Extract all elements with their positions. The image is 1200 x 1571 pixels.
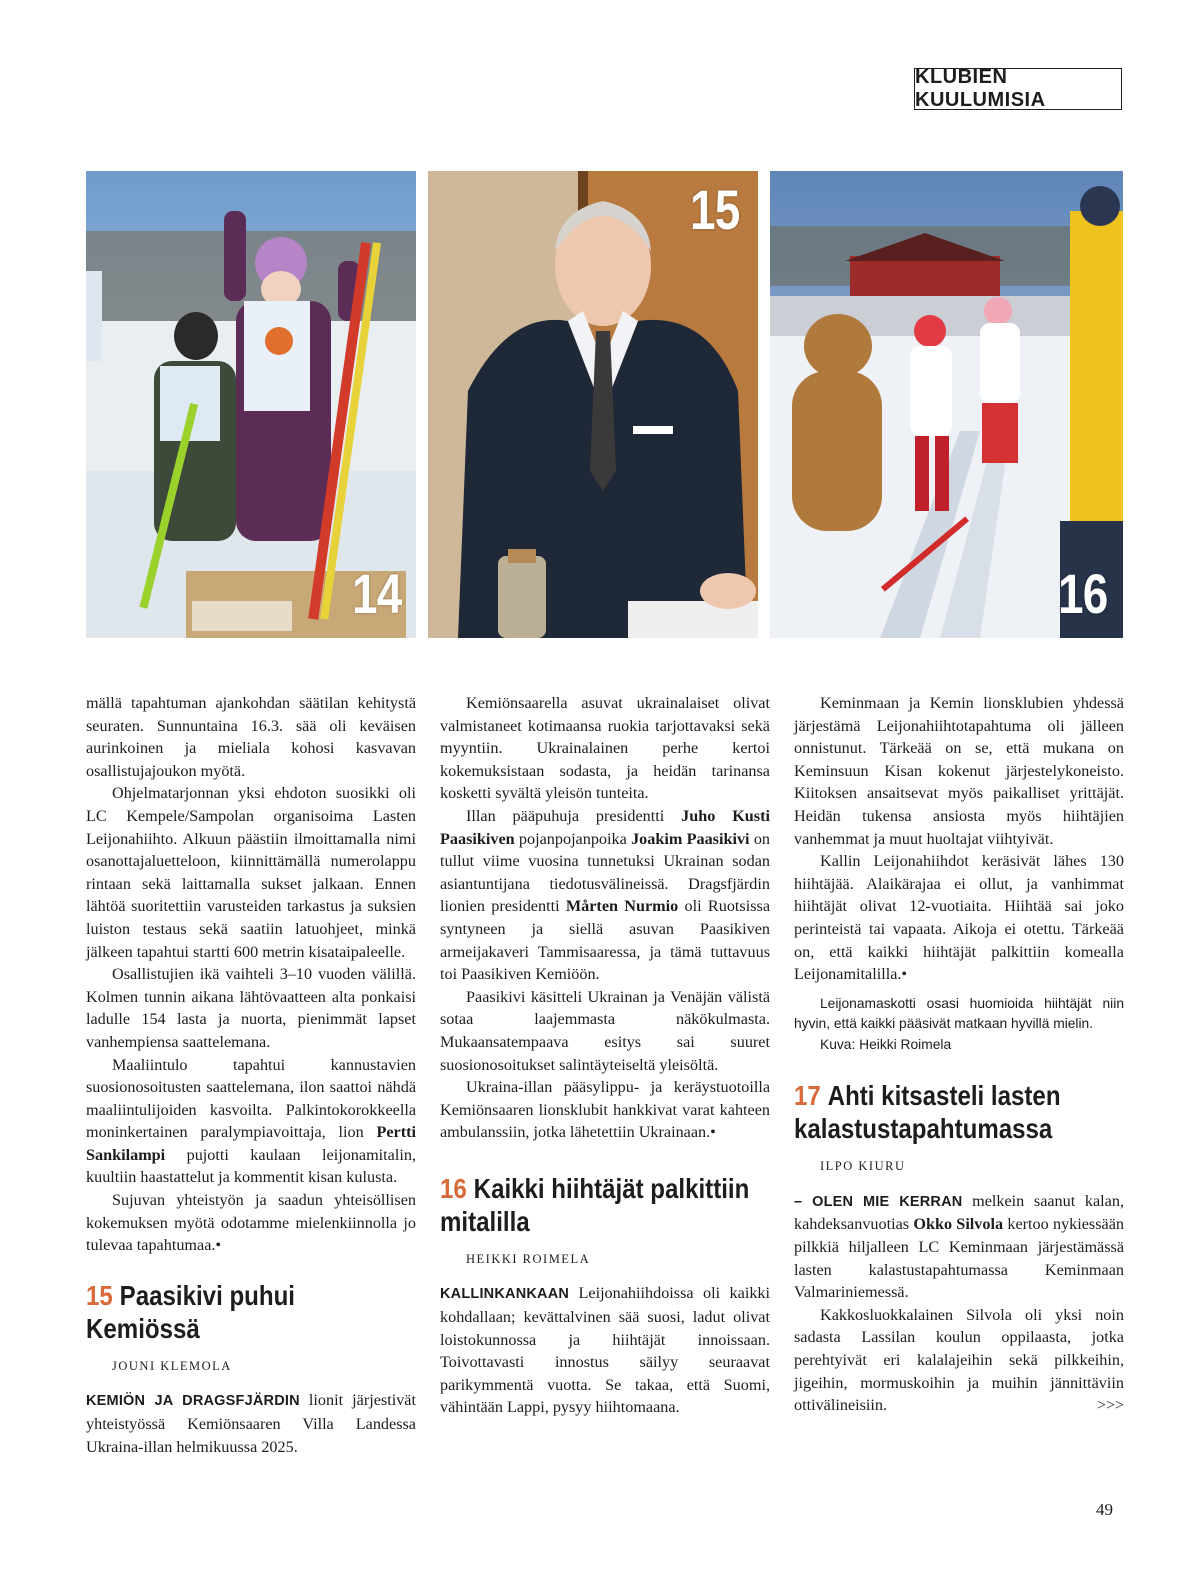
photo-caption: Leijonamaskotti osasi huomioida hiihtäjät niin hyvin, että kaikki pääsivät matkaan hyvillä mielin.	[794, 995, 1124, 1032]
paragraph: Illan pääpuhuja presidentti Juho Kusti Paasikiven pojanpojanpoika Joakim Paasikivi on tullut viime vuosina tunnetuksi Ukrainan sodan asiantuntijana tiedotusvälineissä. Dragsfjärdin lionien presidentti Mårten Nurmio oli Ruotsissa syntyneen ja siellä asuvan Paasikiven armeijakaveri Tammisaaressa, ja tämä tuttavuus toi Paasikiven Kemiöön.	[440, 806, 771, 984]
paragraph: Kakkosluokkalainen Silvola oli yksi noin sadasta Lassilan koulun oppilaasta, jotka perehtyivät eri kalalajeihin sekä pilkkeihin, jigeihin, mormuskoihin ja muihin jännittäviin ottivälineisiin.	[794, 1305, 1124, 1415]
photo-15	[428, 171, 758, 638]
paragraph: Kemiönsaarella asuvat ukrainalaiset olivat valmistaneet kotimaansa ruokia tarjottavaksi sekä myyntiin. Ukrainalainen perhe kertoi kokemuksistaan sodasta, ja heidän tarinansa kosketti syvältä yleisön tunteita.	[440, 694, 770, 803]
article-16-byline: HEIKKI ROIMELA	[466, 1251, 591, 1266]
article-17-lead-paragraph: – OLEN MIE KERRAN melkein saanut kalan, kahdeksanvuotias Okko Silvola kertoo nykiessään pilkkiä hiljalleen LC Keminmaan järjestämässä lasten kalastustapahtumassa Keminmaan Valmariniemessä.	[794, 1191, 1124, 1302]
article-17-byline: ILPO KIURU	[820, 1159, 906, 1174]
column-1	[86, 692, 416, 1458]
article-17-heading: 17 Ahti kitsasteli lasten kalastustapahtumassa	[794, 1080, 1061, 1145]
person-name: Pertti Sankilampi	[86, 1123, 416, 1164]
photo-14	[86, 171, 416, 638]
photo-credit: Kuva: Heikki Roimela	[820, 1036, 952, 1052]
column-2	[440, 692, 770, 1419]
section-label: KLUBIEN KUULUMISIA	[914, 68, 1122, 110]
article-16-heading: 16 Kaikki hiihtäjät palkittiin mitalilla	[440, 1172, 750, 1237]
paragraph: Sujuvan yhteistyön ja saadun yhteisöllisen kokemuksen myötä odotamme mielenkiinnolla jo tulevaa tapahtumaa.•	[86, 1191, 416, 1255]
continue-marker: >>>	[1096, 1396, 1124, 1414]
article-15-heading: 15 Paasikivi puhui Kemiössä	[86, 1279, 295, 1344]
paragraph: Ukraina-illan pääsylippu- ja keräystuotoilla Kemiönsaaren lionsklubit hankkivat varat kahteen ambulanssiin, jotka lähetettiin Ukrainaan.•	[440, 1078, 770, 1142]
paragraph: Keminmaan ja Kemin lionsklubien yhdessä järjestämä Leijonahiihtotapahtuma oli jälleen onnistunut. Tärkeää on se, että mukana on Keminsuun Kisan kokenut järjestelykoneisto. Kiitoksen ansaitsevat myös paikalliset yrittäjät. Heidän tukensa ansiosta myös hiihtäjien vanhemmat ja muut huoltajat viihtyivät.	[794, 694, 1124, 848]
article-16-lead-paragraph: KALLINKANKAAN Leijonahiihdoissa oli kaikki kohdallaan; kevättalvinen sää suosi, ladut olivat loistokunnossa ja hiihtäjät innoissaan. Toivottavasti innostus säilyy seuraavat parikymmentä vuotta. Se takaa, että Suomi, vähintään Lappi, pysyy hiihtomaana.	[440, 1284, 770, 1417]
article-15-lead-paragraph: KEMIÖN JA DRAGSFJÄRDIN lionit järjestivät yhteistyössä Kemiönsaaren Villa Landessa Ukraina-illan helmikuussa 2025.	[86, 1391, 416, 1456]
paragraph: Osallistujien ikä vaihteli 3–10 vuoden välillä. Kolmen tunnin aikana lähtövaatteen alta ponkaisi ladulle 154 lasta ja nuorta, pienimmät lapset vanhempiensa saattelemana.	[86, 965, 416, 1051]
paragraph: Maaliintulo tapahtui kannustavien suosionosoitusten saattelemana, ilon saattoi nähdä maaliintulijoiden kasvoilta. Palkintokorokkeella moninkertainen paralympiavoittaja, lion Pertti Sankilampi pujotti kaulaan leijonamitalin, kuultiin haastattelut ja kommentit kisan kulusta.	[86, 1055, 416, 1187]
photo-number: 16	[1058, 562, 1108, 625]
photo-number: 15	[690, 178, 740, 241]
photo-16	[770, 171, 1123, 638]
paragraph: Kallin Leijonahiihdot keräsivät lähes 130 hiihtäjää. Alaikärajaa ei ollut, ja vanhimmat hiihtäjät olivat 12-vuotiaita. Hiihtää sai joko perinteistä tai vapaata. Aikoja ei otettu. Tärkeää on, että kaikki hiihtäjät palkittiin komealla Leijonamitalilla.•	[794, 852, 1124, 984]
photo-number: 14	[352, 562, 402, 625]
column-3	[794, 692, 1124, 1417]
paragraph: Paasikivi käsitteli Ukrainan ja Venäjän välistä sotaa laajemmasta näkökulmasta. Mukaansatempaava esitys sai suuret suosionosoitukset salintäyteiseltä yleisöltä.	[440, 987, 770, 1074]
paragraph: mällä tapahtuman ajankohdan säätilan kehitystä seuraten. Sunnuntaina 16.3. sää oli keväisen aurinkoinen ja mieliala kohosi kasvavan osallistujajoukon myötä.	[86, 694, 416, 780]
article-15-byline: JOUNI KLEMOLA	[112, 1358, 232, 1373]
paragraph: Ohjelmatarjonnan yksi ehdoton suosikki oli LC Kempele/Sampolan organisoima Lasten Leijonahiihto. Alkuun päästiin ilmoittamalla nimi osanottajaluetteloon, kiinnittämällä numerolappu rintaan sekä laittamalla sukset jalkaan. Ennen lähtöä suoritettiin varusteiden tarkastus ja suksien luiston testaus sekä saatiin latuohjeet, minkä jälkeen tapahtui startti 600 metrin kisataipaleelle.	[86, 784, 416, 961]
page-number: 49	[1096, 1500, 1113, 1519]
